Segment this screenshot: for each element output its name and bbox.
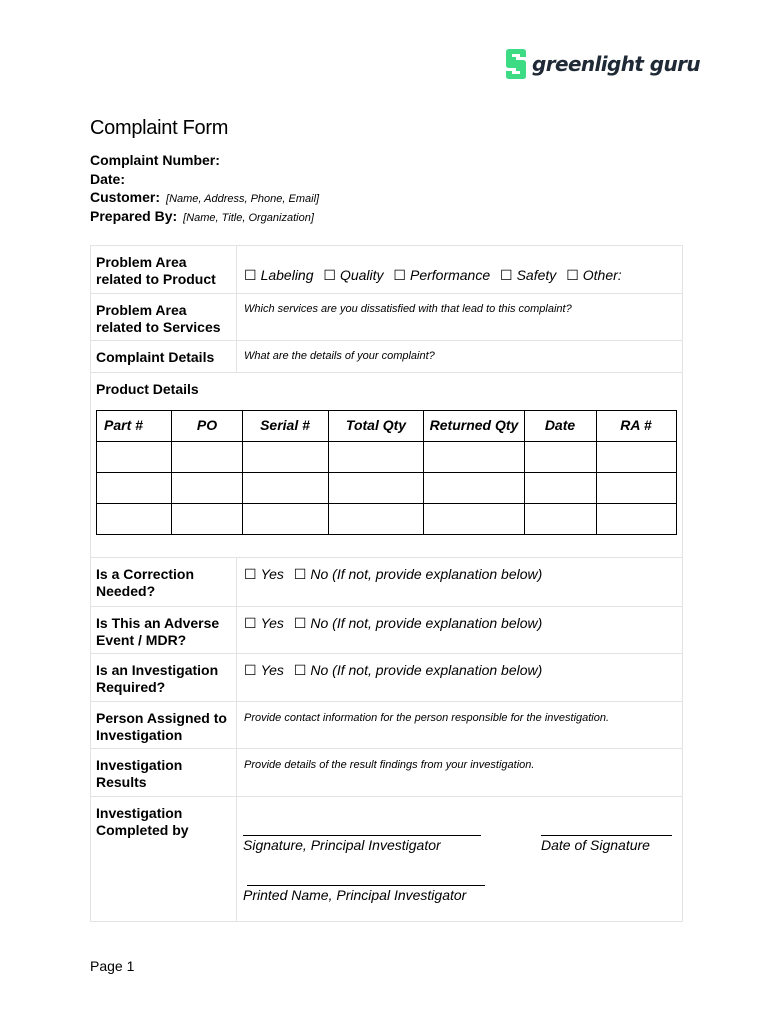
row-investigation-results [91,749,682,797]
option-label: No (If not, provide explanation below) [310,615,543,631]
customer-label: Customer: [90,189,161,205]
option-label: Yes [260,662,284,678]
investigation-no-option[interactable] [294,662,542,678]
label-line: Problem Area [96,254,187,270]
adverse-event-options [237,607,682,653]
product-details-table [96,410,678,536]
prepared-by-field [90,208,314,226]
product-details-label: Product Details [96,381,199,397]
checkbox-icon: ☐ [393,267,406,283]
services-area-label [91,294,237,340]
complaint-form-table [90,245,683,922]
option-label: Quality [339,267,384,283]
services-area-prompt[interactable]: Which services are you dissatisfied with that lead to this complaint? [244,303,572,315]
row-adverse-event [91,607,682,654]
prepared-by-label: Prepared By: [90,208,178,224]
option-label: Yes [260,566,284,582]
option-label: Labeling [260,267,314,283]
label-line: related to Product [96,270,216,287]
signature-block [237,797,682,921]
label-line: Is an Investigation [96,662,219,678]
page-title: Complaint Form [90,117,229,139]
date-signature-line[interactable] [541,835,672,836]
row-correction-needed [91,558,682,607]
column-header-po: PO [196,417,218,433]
correction-no-option[interactable] [294,566,542,582]
label-line: Event / MDR? [96,631,187,648]
checkbox-icon: ☐ [244,662,257,678]
label-line: Investigation [96,726,183,743]
label-line: Needed? [96,582,156,599]
complaint-details-label: Complaint Details [91,341,237,372]
column-header-serial: Serial # [260,417,310,433]
investigation-results-prompt[interactable]: Provide details of the result findings from your investigation. [244,759,535,771]
checkbox-icon: ☐ [244,566,257,582]
checkbox-icon: ☐ [293,566,307,582]
product-area-label [91,246,237,293]
option-label: No (If not, provide explanation below) [310,662,543,678]
checkbox-icon: ☐ [244,267,257,283]
customer-value: [Name, Address, Phone, Email] [166,193,320,205]
option-label: Safety [516,267,557,283]
option-label: Other: [582,267,622,283]
option-label: Yes [260,615,284,631]
printed-name-line[interactable] [247,885,485,886]
adverse-event-label [91,607,237,653]
label-line: Completed by [96,821,189,838]
column-header-returned-qty: Returned Qty [429,417,519,433]
checkbox-icon: ☐ [566,267,579,283]
label-line: Results [96,773,147,790]
investigation-completed-label [91,797,237,921]
option-label: Performance [409,267,491,283]
signature-line[interactable] [243,835,481,836]
page-number: Page 1 [90,958,135,974]
checkbox-icon: ☐ [293,662,307,678]
logo-wordmark: greenlight guru [532,52,700,76]
investigation-options [237,654,682,701]
checkbox-icon: ☐ [293,615,307,631]
label-line: related to Services [96,318,221,335]
complaint-details-prompt[interactable]: What are the details of your complaint? [244,350,435,362]
date-signature-caption: Date of Signature [541,837,650,853]
product-details-section [91,373,682,558]
label-line: Is a Correction [96,566,195,582]
label-line: Is This an Adverse [96,615,220,631]
printed-name-caption: Printed Name, Principal Investigator [243,887,467,903]
row-product-area [91,246,682,294]
investigation-results-label [91,749,237,796]
product-area-options [237,246,682,293]
column-header-date: Date [544,417,576,433]
row-person-assigned [91,702,682,749]
option-label: No (If not, provide explanation below) [310,566,543,582]
column-header-ra: RA # [620,417,652,433]
adverse-no-option[interactable] [294,615,542,631]
investigation-required-label [91,654,237,701]
customer-field [90,189,319,207]
correction-yes-option[interactable] [244,566,284,582]
checkbox-icon: ☐ [323,267,336,283]
row-investigation-completed [91,797,682,921]
checkbox-icon: ☐ [500,267,513,283]
row-services-area [91,294,682,341]
option-labeling[interactable] [244,267,314,283]
option-performance[interactable] [393,267,490,283]
correction-label [91,558,237,606]
person-assigned-prompt[interactable]: Provide contact information for the person responsible for the investigation. [244,712,610,724]
complaint-number-label: Complaint Number: [90,152,220,168]
label-line: Person Assigned to [96,710,227,726]
date-label: Date: [90,171,126,187]
label-line: Investigation [96,805,183,821]
column-header-total-qty: Total Qty [345,417,407,433]
greenlight-logo-mark-icon [504,47,528,81]
label-line: Investigation [96,757,183,773]
column-header-part: Part # [104,417,143,433]
signature-caption: Signature, Principal Investigator [243,837,441,853]
correction-options [237,558,682,606]
option-other[interactable] [566,267,621,283]
person-assigned-label [91,702,237,748]
option-quality[interactable] [323,267,383,283]
row-complaint-details [91,341,682,373]
row-investigation-required [91,654,682,702]
label-line: Problem Area [96,302,187,318]
greenlight-guru-logo [504,47,700,81]
investigation-yes-option[interactable] [244,662,284,678]
option-safety[interactable] [500,267,556,283]
label-line: Required? [96,678,166,695]
prepared-by-value: [Name, Title, Organization] [183,212,314,224]
checkbox-icon: ☐ [244,615,257,631]
adverse-yes-option[interactable] [244,615,284,631]
